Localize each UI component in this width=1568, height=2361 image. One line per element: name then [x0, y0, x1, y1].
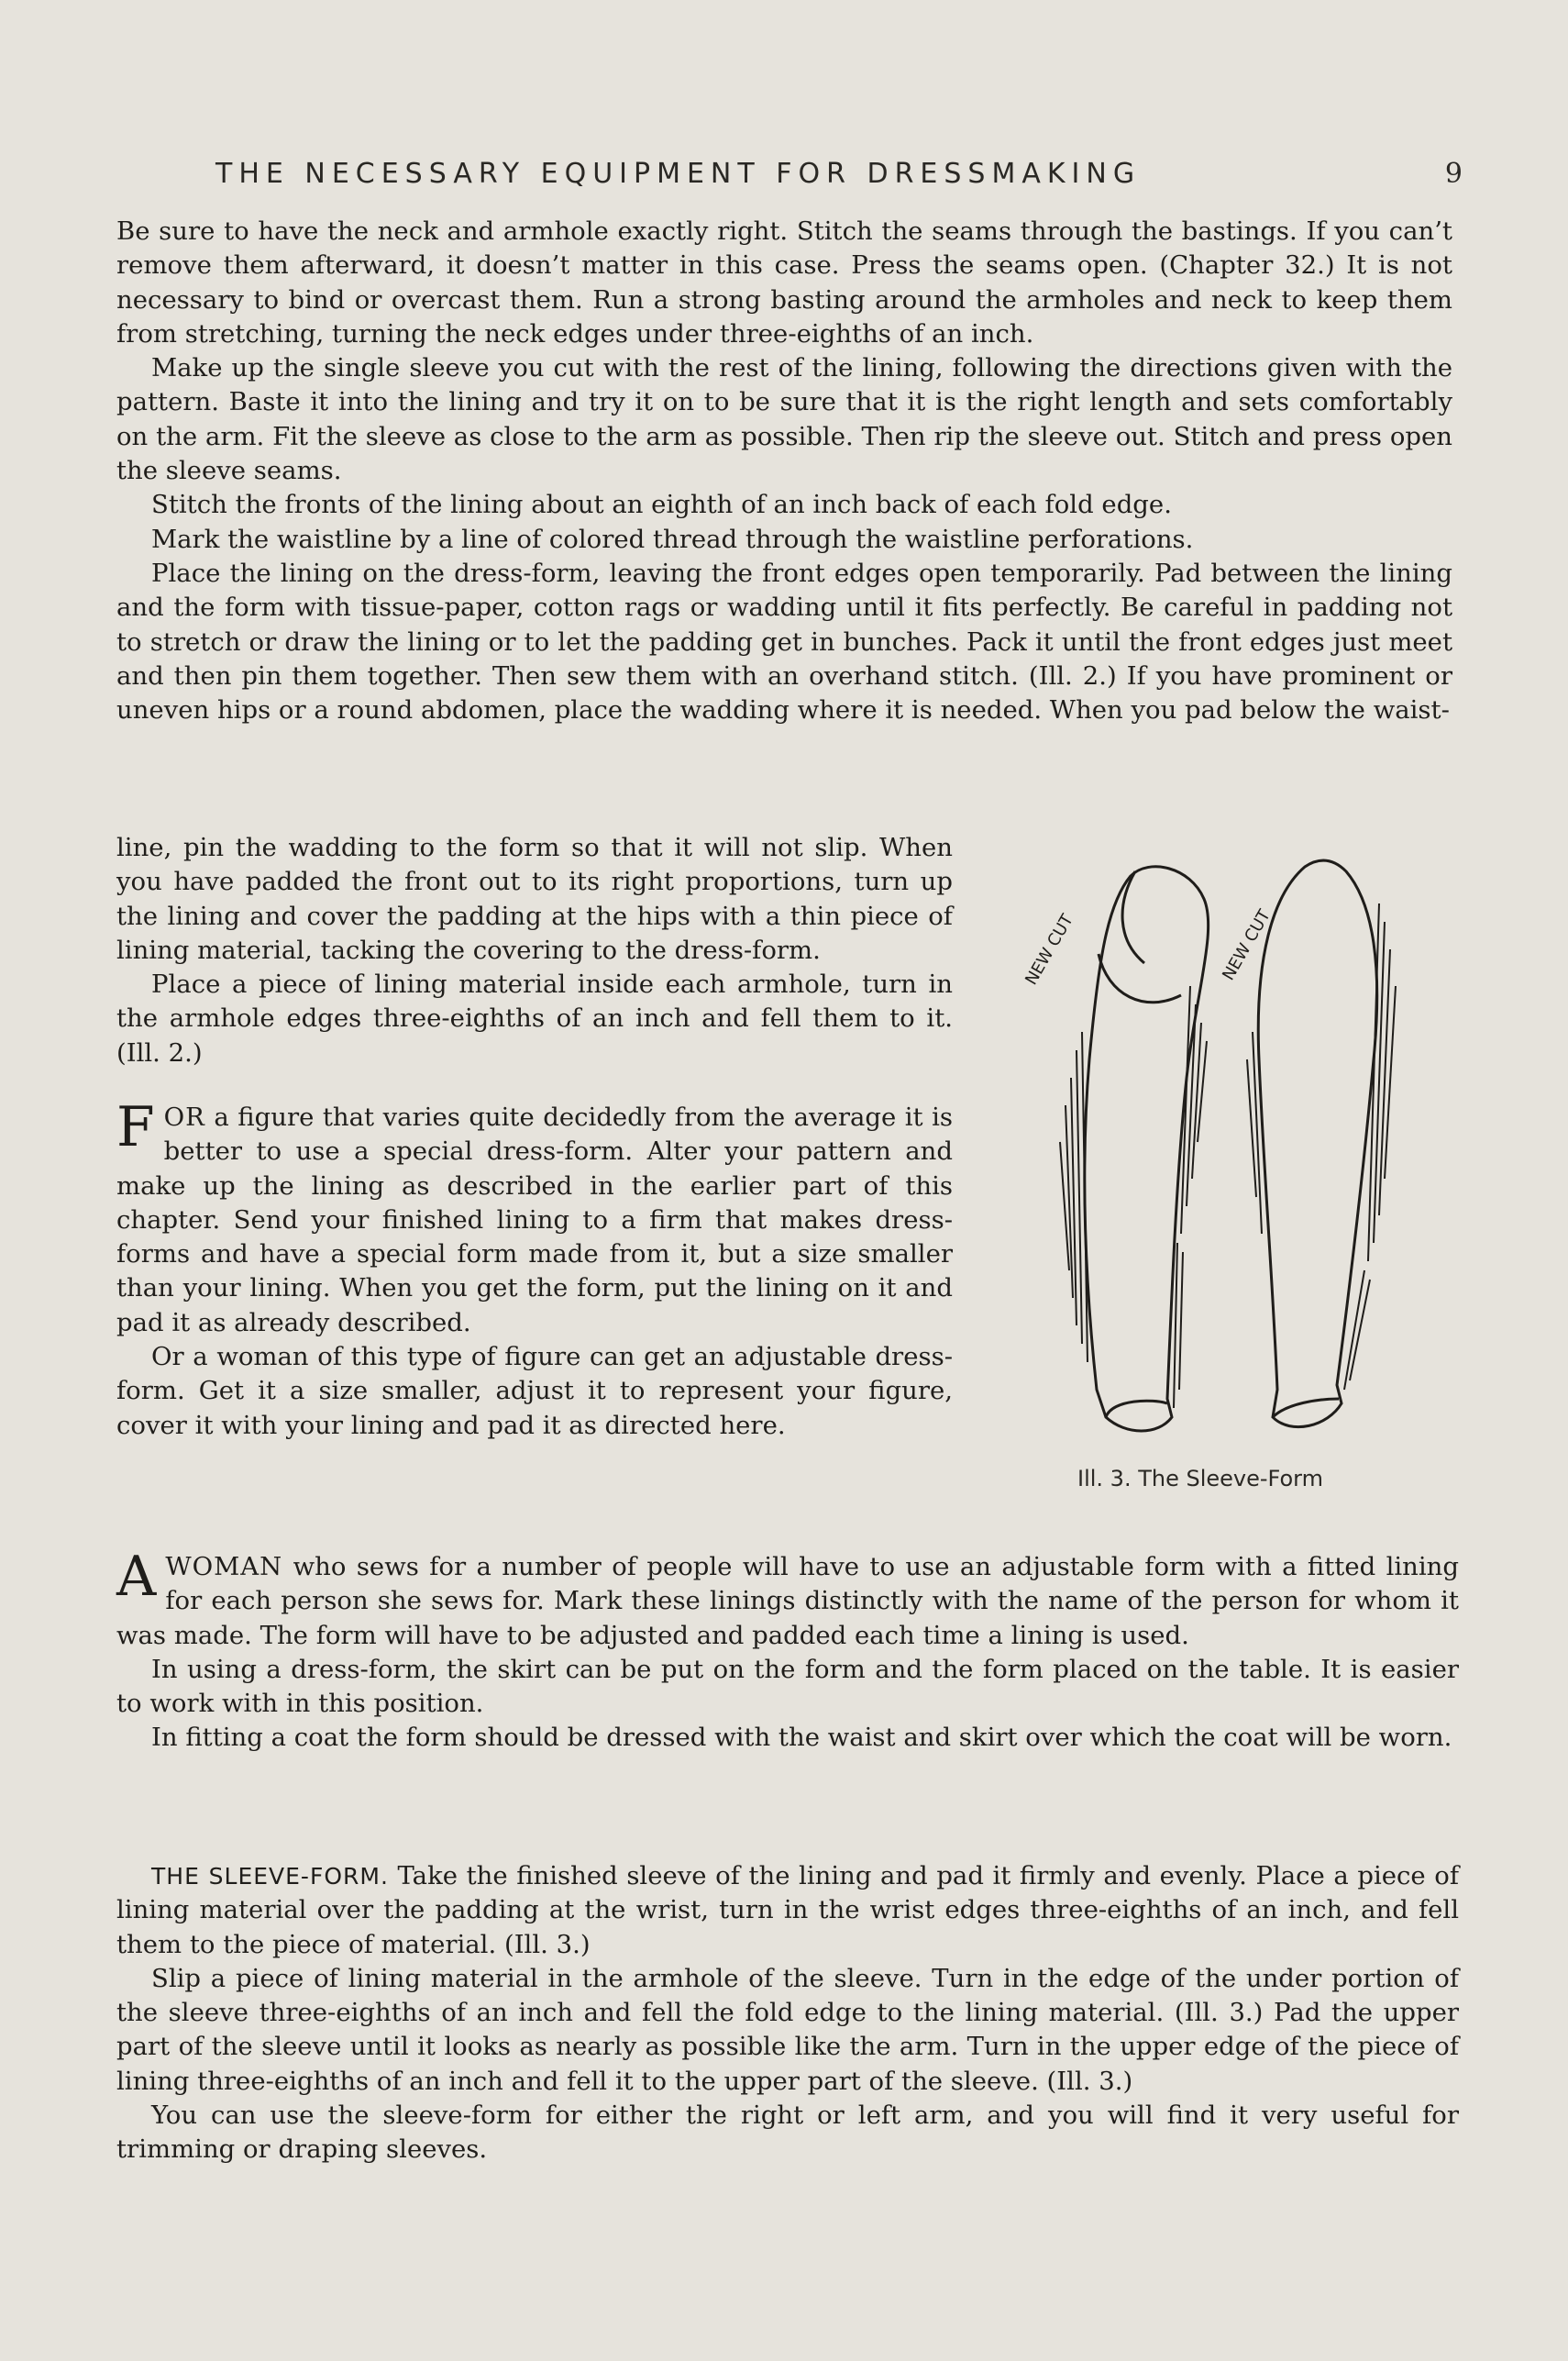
page-number: 9: [1444, 158, 1463, 190]
figure-caption: Ill. 3. The Sleeve-Form: [1077, 1466, 1323, 1491]
paragraph-text: who sews for a number of people will have to use an adjustable form with a fitted lining for each person she sews for. Mark these linings distinctly with the name of the person for whom it was made. The form will have to be adjusted and padded each time a lining is used.: [116, 1552, 1459, 1650]
header-title: THE NECESSARY EQUIPMENT FOR DRESSMAKING: [215, 158, 1142, 190]
paragraph: line, pin the wadding to the form so that it will not slip. When you have padded the front out to its right proportions, turn up the lining and cover the padding at the hips with a thin piece of lining material, tacking the covering to the dress-form.: [116, 833, 953, 965]
body-block-5: [116, 1859, 1459, 2167]
body-block-3: [116, 1095, 953, 1443]
new-cut-label-left: NEW CUT: [1021, 911, 1077, 989]
paragraph: [116, 1095, 953, 1340]
paragraph: Slip a piece of lining material in the armhole of the sleeve. Turn in the edge of the under portion of the sleeve three-eighths of an inch and fell the fold edge to the lining material. (Ill. 3.) Pad the upper part of the sleeve until it looks as nearly as possible like the arm. Turn in the upper edge of the piece of lining three-eighths of an inch and fell it to the upper part of the sleeve. (Ill. 3.): [116, 1963, 1459, 2096]
paragraph: [116, 1859, 1459, 1962]
lead-word: WOMAN: [165, 1552, 283, 1581]
paragraph: Make up the single sleeve you cut with the rest of the lining, following the directions given with the pattern. Baste it into the lining and try it on to be sure that it is the right length and sets comfortably on the arm. Fit the sleeve as close to the arm as possible. Then rip the sleeve out. Stitch and press open the sleeve seams.: [116, 353, 1452, 486]
new-cut-label-right: NEW CUT: [1219, 906, 1275, 984]
paragraph-text: Take the finished sleeve of the lining and pad it firmly and evenly. Place a piece of lining material over the padding at the wrist, turn in the wrist edges three-eighths of an inch, and fell them to the piece of material. (Ill. 3.): [116, 1861, 1459, 1959]
lead-word: OR: [163, 1103, 205, 1132]
sleeve-form-drawing: [998, 848, 1438, 1509]
paragraph: Place the lining on the dress-form, leaving the front edges open temporarily. Pad between the lining and the form with tissue-paper, cotton rags or wadding until it fits perfectly. Be careful in padding not to stretch or draw the lining or to let the padding get in bunches. Pack it until the front edges just meet and then pin them together. Then sew them with an overhand stitch. (Ill. 2.) If you have prominent or uneven hips or a round abdomen, place the wadding where it is needed. When you pad below the waist-: [116, 558, 1452, 726]
running-header: [215, 158, 1463, 190]
sleeve-form-illustration: [998, 848, 1438, 1509]
paragraph: Stitch the fronts of the lining about an eighth of an inch back of each fold edge.: [151, 490, 1172, 520]
body-block-4: [116, 1545, 1459, 1756]
paragraph: Mark the waistline by a line of colored thread through the waistline perforations.: [151, 524, 1194, 554]
paragraph: Or a woman of this type of figure can get an adjustable dress-form. Get it a size smaller, adjust it to represent your figure, cover it with your lining and pad it as directed here.: [116, 1342, 953, 1440]
paragraph: [116, 1545, 1459, 1653]
paragraph-text: a figure that varies quite decidedly from the average it is better to use a special dress-form. Alter your pattern and make up the lining as described in the earlier part of this chapter. Send your finished lining to a firm that makes dress-forms and have a special form made from it, but a size smaller than your lining. When you get the form, put the lining on it and pad it as already described.: [116, 1103, 953, 1337]
paragraph: Place a piece of lining material inside each armhole, turn in the armhole edges three-eighths of an inch and fell them to it. (Ill. 2.): [116, 970, 953, 1068]
paragraph: You can use the sleeve-form for either the right or left arm, and you will find it very useful for trimming or draping sleeves.: [116, 2101, 1459, 2165]
drop-cap: A: [116, 1545, 157, 1609]
section-heading: THE SLEEVE-FORM.: [151, 1863, 389, 1890]
body-block-1: [116, 215, 1452, 727]
body-block-2: [116, 831, 953, 1070]
drop-cap: F: [116, 1095, 155, 1159]
paragraph: In using a dress-form, the skirt can be put on the form and the form placed on the table. It is easier to work with in this position.: [116, 1654, 1459, 1719]
paragraph: Be sure to have the neck and armhole exactly right. Stitch the seams through the bastings. If you can’t remove them afterward, it doesn’t matter in this case. Press the seams open. (Chapter 32.) It is not necessary to bind or overcast them. Run a strong basting around the armholes and neck to keep them from stretching, turning the neck edges under three-eighths of an inch.: [116, 216, 1452, 349]
paragraph: In fitting a coat the form should be dressed with the waist and skirt over which the coat will be worn.: [151, 1723, 1452, 1753]
